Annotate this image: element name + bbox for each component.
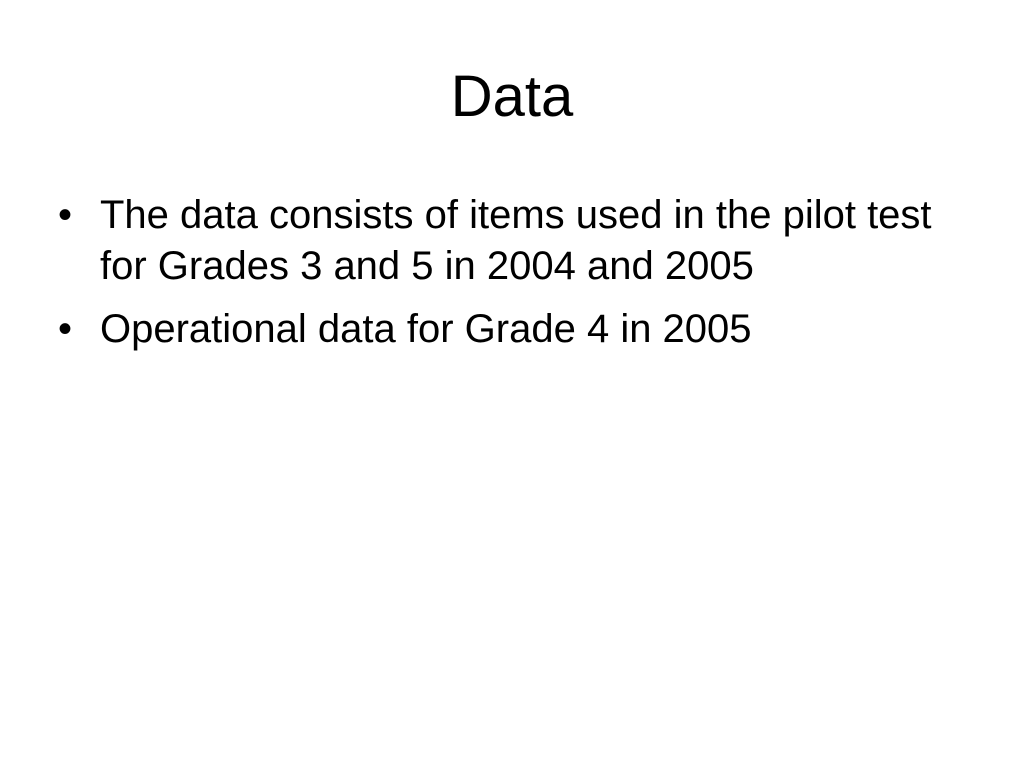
bullet-item [58, 304, 978, 355]
bullet-text: Operational data for Grade 4 in 2005 [100, 307, 752, 351]
bullet-marker: • [58, 193, 73, 237]
bullet-text: The data consists of items used in the pilot test for Grades 3 and 5 in 2004 and 2005 [100, 193, 932, 288]
slide-title: Data [450, 64, 574, 129]
bullet-marker: • [58, 307, 73, 351]
bullet-item [58, 190, 978, 292]
bullet-list [58, 190, 978, 367]
